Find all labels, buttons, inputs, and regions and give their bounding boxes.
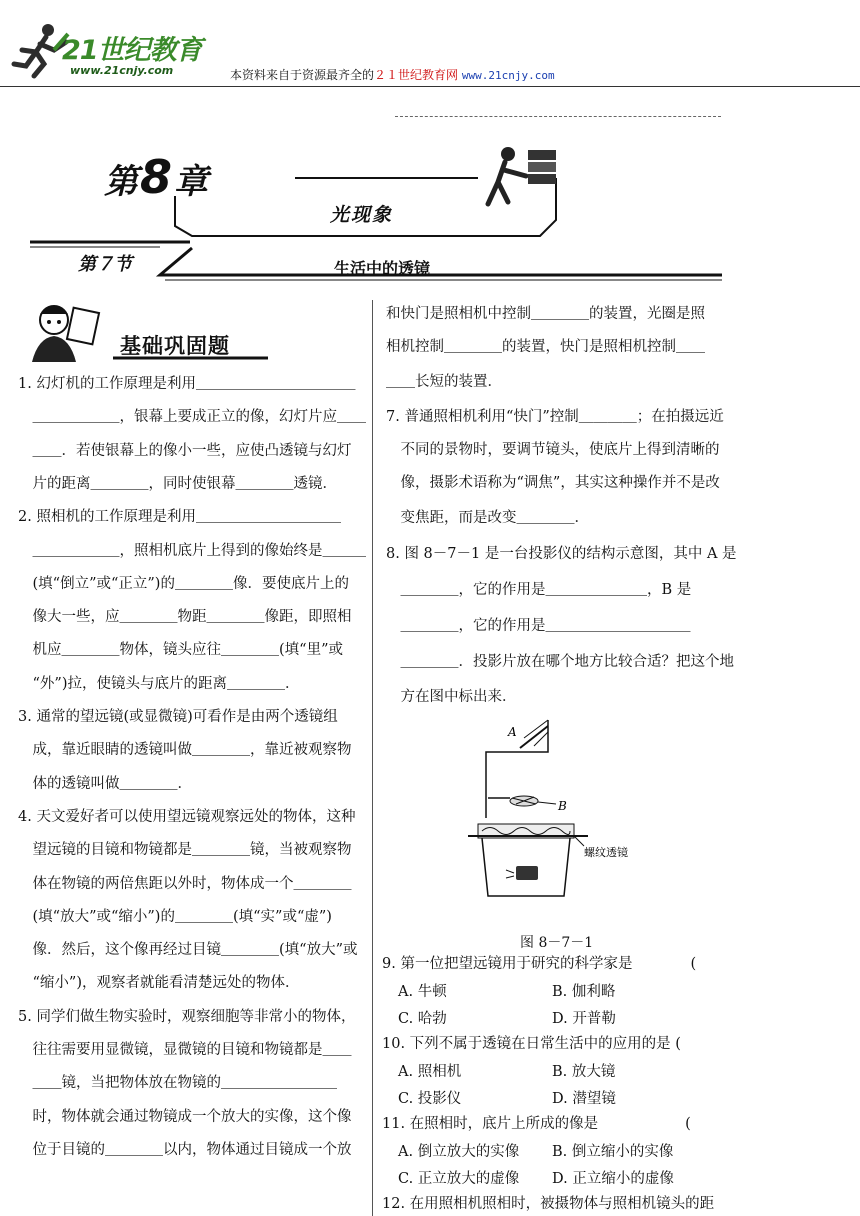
question-text-line: 5. 同学们做生物实验时，观察细胞等非常小的物体， [18, 1008, 356, 1025]
question-stem: 11. 在照相时，底片上所成的像是 ( [382, 1116, 691, 1132]
basic-section-title: 基础巩固题 [120, 334, 230, 358]
question-text-line: ＿＿＿＿＿＿，照相机底片上得到的像始终是＿＿＿ [18, 542, 366, 559]
question-text-line: 8. 图 8－7－1 是一台投影仪的结构示意图，其中 A 是 [386, 546, 737, 562]
question-text-line: 不同的景物时，要调节镜头，使底片上得到清晰的 [386, 442, 720, 458]
answer-option[interactable]: B. 放大镜 [552, 1064, 616, 1080]
projector-figure [460, 718, 660, 910]
answer-option[interactable]: D. 潜望镜 [552, 1091, 616, 1107]
chapter-label-post: 章 [174, 162, 211, 202]
answer-option[interactable]: B. 伽利略 [552, 984, 616, 1000]
question-text-line: 像，摄影术语称为“调焦”，其实这种操作并不是改 [386, 475, 720, 491]
question-text-line: 往往需要用显微镜，显微镜的目镜和物镜都是＿＿ [18, 1042, 352, 1058]
question-text-line: 2. 照相机的工作原理是利用＿＿＿＿＿＿＿＿＿＿ [18, 509, 341, 526]
header-rule [0, 86, 860, 87]
question-text-line: 变焦距，而是改变＿＿＿＿． [386, 510, 589, 526]
question-text-line: 片的距离＿＿＿＿，同时使银幕＿＿＿＿透镜． [18, 475, 337, 492]
question-text-line: 像．然后，这个像再经过目镜＿＿＿＿(填“放大”或 [18, 942, 358, 959]
answer-option[interactable]: D. 正立缩小的虚像 [552, 1171, 674, 1187]
question-stem: 9. 第一位把望远镜用于研究的科学家是 ( [382, 956, 697, 972]
question-text-line: ＿＿＿＿．投影片放在哪个地方比较合适？把这个地 [386, 654, 734, 670]
question-text-line: 像大一些，应＿＿＿＿物距＿＿＿＿像距，即照相 [18, 609, 352, 626]
question-text-line: 机应＿＿＿＿物体，镜头应往＿＿＿＿(填“里”或 [18, 642, 343, 659]
worker-illustration-icon [488, 147, 556, 204]
question-text-line: 时，物体就会通过物镜成一个放大的实像，这个像 [18, 1108, 352, 1125]
question-text-line: ＿＿＿＿，它的作用是＿＿＿＿＿＿＿＿＿＿ [386, 618, 691, 634]
section-label: 第７节 [78, 254, 132, 275]
figure-caption: 图 8－7－1 [520, 935, 594, 951]
question-text-line: 4. 天文爱好者可以使用望远镜观察远处的物体，这种 [18, 808, 356, 825]
question-text-line: 成，靠近眼睛的透镜叫做＿＿＿＿，靠近被观察物 [18, 742, 352, 759]
question-text-line: 相机控制＿＿＿＿的装置，快门是照相机控制＿＿ [386, 339, 705, 355]
question-text-line: 7. 普通照相机利用“快门”控制＿＿＿＿；在拍摄远近 [386, 409, 724, 425]
answer-option[interactable]: A. 倒立放大的实像 [398, 1144, 520, 1160]
question-text-line: (填“倒立”或“正立”)的＿＿＿＿像．要使底片上的 [18, 575, 349, 592]
source-prefix: 本资料来自于资源最齐全的 [230, 68, 375, 82]
question-text-line: 和快门是照相机中控制＿＿＿＿的装置，光圈是照 [386, 306, 705, 322]
source-line [230, 66, 555, 83]
question-text-line: ＿＿长短的装置． [386, 374, 502, 390]
answer-option[interactable]: D. 开普勒 [552, 1011, 616, 1027]
question-text-line: 1. 幻灯机的工作原理是利用＿＿＿＿＿＿＿＿＿＿＿ [18, 376, 356, 392]
answer-option[interactable]: C. 投影仪 [398, 1091, 462, 1107]
question-text-line: ＿＿镜，当把物体放在物镜的＿＿＿＿＿＿＿＿ [18, 1075, 337, 1092]
logo-url[interactable]: www.21cnjy.com [70, 64, 174, 77]
dashed-rule [395, 116, 721, 117]
answer-option[interactable]: A. 牛顿 [398, 984, 447, 1000]
question-text-line: ＿＿＿＿＿＿，银幕上要成正立的像，幻灯片应＿＿ [18, 409, 366, 426]
label-b: B [558, 799, 567, 813]
answer-option[interactable]: C. 哈勃 [398, 1011, 447, 1027]
question-text-line: “缩小”)，观察者就能看清楚远处的物体． [18, 975, 300, 992]
question-text-line: (填“放大”或“缩小”)的＿＿＿＿(填“实”或“虚”) [18, 908, 332, 925]
section-title: 生活中的透镜 [334, 259, 431, 278]
chapter-label-pre: 第 [104, 162, 140, 202]
chapter-heading [104, 150, 210, 204]
chapter-title: 光现象 [330, 204, 394, 226]
question-stem: 10. 下列不属于透镜在日常生活中的应用的是 ( [382, 1036, 681, 1052]
question-text-line: 望远镜的目镜和物镜都是＿＿＿＿镜，当被观察物 [18, 842, 352, 859]
logo-text: 21世纪教育 [62, 35, 202, 66]
answer-option[interactable]: A. 照相机 [398, 1064, 462, 1080]
label-a: A [508, 725, 517, 739]
question-stem: 12. 在用照相机照相时，被摄物体与照相机镜头的距 [382, 1196, 715, 1212]
fresnel-lens-label: 螺纹透镜 [584, 846, 628, 859]
question-text-line: ＿＿＿＿，它的作用是＿＿＿＿＿＿＿，B 是 [386, 582, 692, 598]
question-text-line: “外”)拉，使镜头与底片的距离＿＿＿＿． [18, 675, 300, 692]
question-text-line: 位于目镜的＿＿＿＿以内，物体通过目镜成一个放 [18, 1141, 352, 1158]
source-url[interactable]: www.21cnjy.com [461, 69, 555, 82]
source-site[interactable]: ２１世纪教育网 [374, 68, 459, 82]
chapter-number: 8 [140, 150, 175, 204]
question-text-line: 3. 通常的望远镜(或显微镜)可看作是由两个透镜组 [18, 709, 338, 725]
question-text-line: 体的透镜叫做＿＿＿＿． [18, 775, 192, 792]
column-divider [372, 300, 373, 1216]
answer-option[interactable]: B. 倒立缩小的实像 [552, 1144, 674, 1160]
answer-option[interactable]: C. 正立放大的虚像 [398, 1171, 520, 1187]
question-text-line: 方在图中标出来． [386, 689, 517, 705]
question-text-line: 体在物镜的两倍焦距以外时，物体成一个＿＿＿＿ [18, 875, 352, 892]
runner-logo-icon [10, 20, 70, 80]
question-text-line: ＿＿．若使银幕上的像小一些，应使凸透镜与幻灯 [18, 442, 352, 459]
